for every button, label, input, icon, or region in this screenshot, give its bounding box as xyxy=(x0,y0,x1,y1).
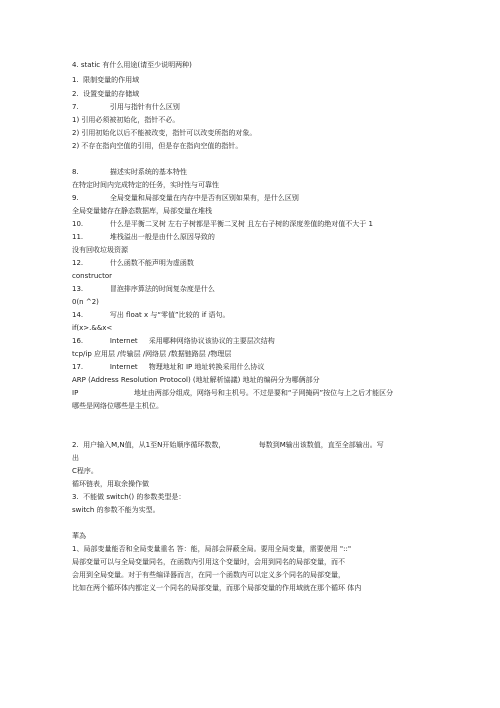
text-line: 出 xyxy=(72,454,79,462)
text-line: switch 的参数不能为实型。 xyxy=(72,506,160,514)
text-line: 1) 引用必须被初始化，指针不必。 xyxy=(72,116,180,124)
text-line: 1、局部变量能否和全局变量重名 答：能，局部会屏蔽全局。要用全局变量，需要使用 "::" xyxy=(72,545,352,553)
text-line: 13. 冒泡排序算法的时间复杂度是什么 xyxy=(72,285,215,293)
text-line: 11. 堆栈溢出一般是由什么原因导致的 xyxy=(72,233,215,241)
text-line: 循环链表，用取余操作做 xyxy=(72,480,149,488)
text-line: 比如在两个循环体内都定义一个同名的局部变量，而那个局部变量的作用域就在那个循环 体内 xyxy=(72,584,362,592)
text-line: 在特定时间内完成特定的任务，实时性与可靠性 xyxy=(72,181,219,189)
text-line: 8. 描述实时系统的基本特性 xyxy=(72,168,187,176)
text-line: tcp/ip 应用层 /传输层 /网络层 /数据链路层 /物理层 xyxy=(72,350,232,358)
text-line: IP 地址由两部分组成，网络号和主机号。不过是要和“子网掩码”按位与上之后才能区分 xyxy=(72,389,394,397)
text-line: 16. Internet 采用哪种网络协议该协议的主要层次结构 xyxy=(72,337,275,345)
text-line: 3. 不能做 switch() 的参数类型是： xyxy=(72,493,186,501)
text-line: 14. 写出 float x 与“零值”比较的 if 语句。 xyxy=(72,311,230,319)
text-line: 17. Internet 物理地址和 IP 地址转换采用什么协议 xyxy=(72,363,265,371)
text-line: 2) 引用初始化以后不能被改变，指针可以改变所指的对象。 xyxy=(72,129,257,137)
text-line: 10. 什么是平衡二叉树 左右子树都是平衡二叉树 且左右子树的深度差值的绝对值不大于 1 xyxy=(72,220,373,228)
text-line: 7. 引用与指针有什么区别 xyxy=(72,103,180,111)
text-line: 没有回收垃圾资源 xyxy=(72,246,128,254)
text-line: 0(n ^2) xyxy=(72,298,99,306)
section-heading: 華為 xyxy=(72,532,86,540)
text-line: 全局变量储存在静态数据库，局部变量在堆栈 xyxy=(72,207,212,215)
text-line: 2. 设置变量的存储域 xyxy=(72,90,140,98)
text-line: 2) 不存在指向空值的引用，但是存在指向空值的指针。 xyxy=(72,142,243,150)
text-line: 哪些是网络位哪些是主机位。 xyxy=(72,402,163,410)
text-line: 1. 限制变量的作用域 xyxy=(72,76,140,84)
text-line: 12. 什么函数不能声明为虚函数 xyxy=(72,259,194,267)
text-line: 9. 全局变量和局部变量在内存中是否有区别如果有，是什么区别 xyxy=(72,194,299,202)
text-line: C程序。 xyxy=(72,467,98,475)
text-line: constructor xyxy=(72,272,113,280)
text-line: 2. 用户输入M,N值，从1至N开始顺序循环数数， 每数到M输出该数值，直至全部输出。写 xyxy=(72,441,384,449)
text-line: 会用到全局变量。对于有些编译器而言，在同一个函数内可以定义多个同名的局部变量， xyxy=(72,571,345,579)
text-line: if(x>.&&x< xyxy=(72,324,113,332)
text-line: ARP (Address Resolution Protocol) (地址解析協議) 地址的编码分为哪俩部分 xyxy=(72,376,320,384)
text-line: 4. static 有什么用途(请至少说明两种) xyxy=(72,61,192,69)
text-line: 局部变量可以与全局变量同名，在函数内引用这个变量时，会用到同名的局部变量，而不 xyxy=(72,558,345,566)
